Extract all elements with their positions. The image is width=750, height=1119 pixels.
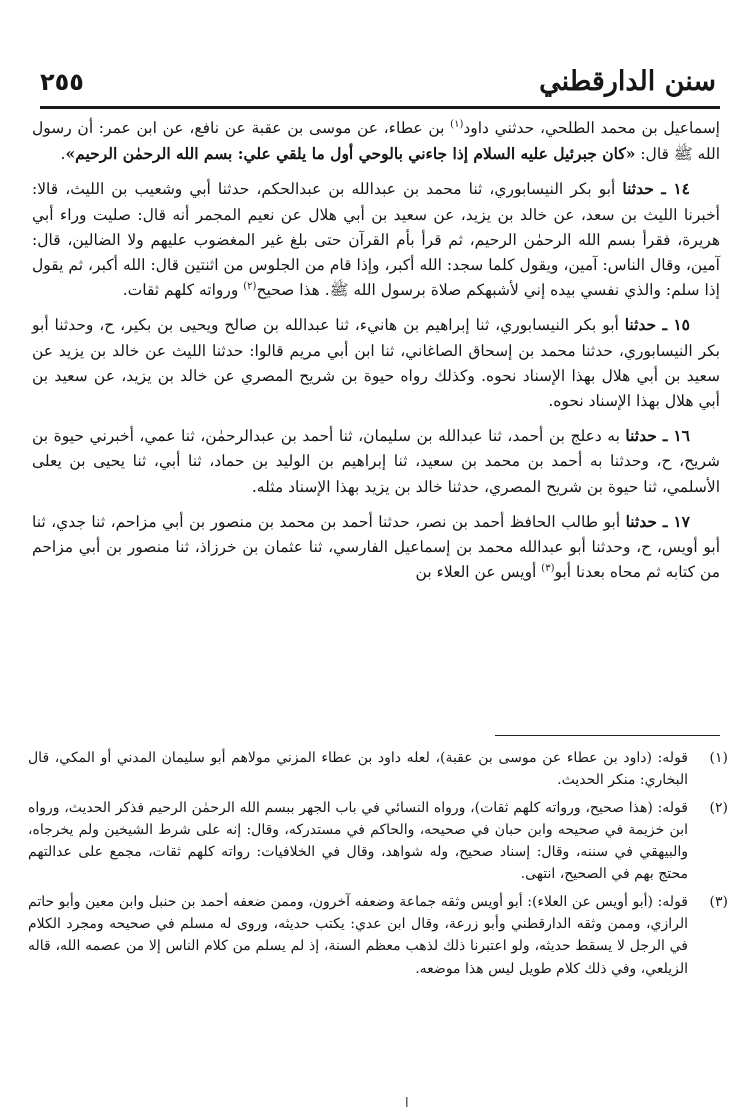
page-header xyxy=(40,62,716,108)
hadith-quote: «كان جبرئيل عليه السلام إذا جاءني بالوحي أول ما يلقي علي: بسم الله الرحمٰن الرحيم» xyxy=(65,144,636,164)
footnote-text: قوله: (هذا صحيح، ورواته كلهم ثقات)، ورواه النسائي في باب الجهر ببسم الله الرحمٰن الرحيم فذكر الحديث، ورواه ابن خزيمة في صحيحه وابن حبان في صحيحه، والحاكم في مستدركه، وقال: إنه على شرط الشيخين ولم يخرجاه، والبيهقي في سننه، وقال: إسناد صحيح، وله شواهد، وقال في الخلافيات: رواته كلهم ثقات، مجمع على عدالتهم محتج بهم في الصحيح، انتهى. xyxy=(28,799,688,883)
text-segment: أبو بكر النيسابوري، ثنا محمد بن عبدالله بن عبدالحكم، حدثنا أبي وشعيب بن الليث، قالا: أخبرنا الليث بن سعد، عن خالد بن يزيد، عن سعيد بن أبي هلال عن نعيم المجمر أنه قال: صليت وراء أبي هريرة، فقرأ بسم الله الرحمٰن الرحيم، ثم قرأ بأم القرآن حتى بلغ غير المغضوب عليهم ولا الضالين، قال: آمين، وقال الناس: آمين، ويقول كلما سجد: الله أكبر، وإذا قام من الجلوس من اثنتين قال: الله أكبر، ثم يقول إذا سلم: والذي نفسي بيده إني لأشبهكم صلاة برسول الله ﷺ. هذا صحيح xyxy=(32,180,720,300)
footnote-rule xyxy=(495,735,720,736)
footnote-ref-2[interactable]: (٢) xyxy=(243,281,257,293)
footnote-ref-1[interactable]: (١) xyxy=(450,118,464,130)
text-segment: أويس عن العلاء بن xyxy=(415,563,542,582)
footnotes xyxy=(28,747,728,985)
text-segment: أبو طالب الحافظ أحمد بن نصر، حدثنا أحمد بن محمد بن منصور بن أبي مزاحم، ثنا جدي، ثنا أبو أويس، ح، وحدثنا أبو عبدالله محمد بن إسماعيل الفارسي، ثنا عثمان بن خرزاذ، ثنا منصور بن أبي مزاحم من كتابه ثم محاه بعدنا أبو xyxy=(32,512,720,582)
footnote-text: قوله: (داود بن عطاء عن موسى بن عقبة)، لعله داود بن عطاء المزني مولاهم أبو سليمان المدني أو المكي، قال البخاري: منكر الحديث. xyxy=(28,750,688,789)
footnote-3 xyxy=(28,891,728,980)
footnote-text: قوله: (أبو أويس عن العلاء): أبو أويس وثقه جماعة وضعفه آخرون، وممن ضعفه أحمد بن حنبل وابن معين وأبو حاتم الرازي، وممن وثقه الدارقطني وأبو زرعة، وقال ابن عدي: يكتب حديثه، وروى له مسلم في صحيحه ومجرد الكلام في الرجل لا يسقط حديثه، ولو اعتبرنا ذلك لذهب معظم السنة، إذ لم يسلم من كلام الناس إلا من عصمه الله، قاله الزيلعي، وفي ذلك كلام طويل ليس هذا موضعه. xyxy=(28,893,688,977)
hadith-16 xyxy=(32,423,720,500)
hadith-number-16: ١٦ ـ حدثنا xyxy=(625,426,690,446)
hadith-number-14: ١٤ ـ حدثنا xyxy=(622,179,690,199)
footnote-number: (١) xyxy=(709,750,728,766)
page-number: ٢٥٥ xyxy=(40,68,84,96)
hadith-number-17: ١٧ ـ حدثنا xyxy=(625,511,691,531)
text-segment: . xyxy=(60,145,66,164)
hadith-number-15: ١٥ ـ حدثنا xyxy=(624,315,691,335)
footnote-number: (٣) xyxy=(709,893,728,910)
header-rule xyxy=(40,106,720,109)
footnote-ref-3[interactable]: (٣) xyxy=(541,563,555,575)
page-bottom-mark: ا xyxy=(405,1096,409,1111)
main-text xyxy=(32,116,720,594)
hadith-15 xyxy=(32,312,720,414)
paragraph-continuation xyxy=(32,116,720,167)
hadith-14 xyxy=(32,176,720,303)
running-title: سنن الدارقطني xyxy=(539,66,716,97)
footnote-1 xyxy=(28,747,728,792)
hadith-17 xyxy=(32,509,720,586)
text-segment: به دعلج بن أحمد، ثنا عبدالله بن سليمان، ثنا أحمد بن عبدالرحمٰن، ثنا عمي، أخبرني حيوة بن شريح، ح، وحدثنا به أحمد بن محمد بن سعيد، ثنا إبراهيم بن الوليد بن حماد، ثنا أبي، ثنا يحيى بن يعلى الأسلمي، ثنا حيوة بن شريح المصري، حدثنا خالد بن يزيد بهذا الإسناد مثله. xyxy=(32,427,721,496)
footnote-number: (٢) xyxy=(709,799,728,816)
text-segment: أبو بكر النيسابوري، ثنا إبراهيم بن هانيء، ثنا عبدالله بن صالح ويحيى بن بكير، ح، وحدثنا أبو بكر النيسابوري، حدثنا محمد بن إسحاق الصاغاني، ثنا ابن أبي مريم قالوا: حدثنا الليث عن خالد بن يزيد عن سعيد بن أبي هلال بهذا الإسناد نحوه. وكذلك رواه حيوة بن شريح المصري عن خالد بن يزيد، عن سعيد بن أبي هلال بهذا الإسناد نحوه. xyxy=(32,316,720,411)
footnote-2 xyxy=(28,797,728,886)
text-segment: إسماعيل بن محمد الطلحي، حدثني داود xyxy=(463,119,720,137)
text-segment: ورواته كلهم ثقات. xyxy=(122,281,244,300)
text-segment: بن عطاء، عن موسى بن عقبة عن نافع، عن ابن عمر: أن رسول الله ﷺ قال: xyxy=(32,119,720,164)
